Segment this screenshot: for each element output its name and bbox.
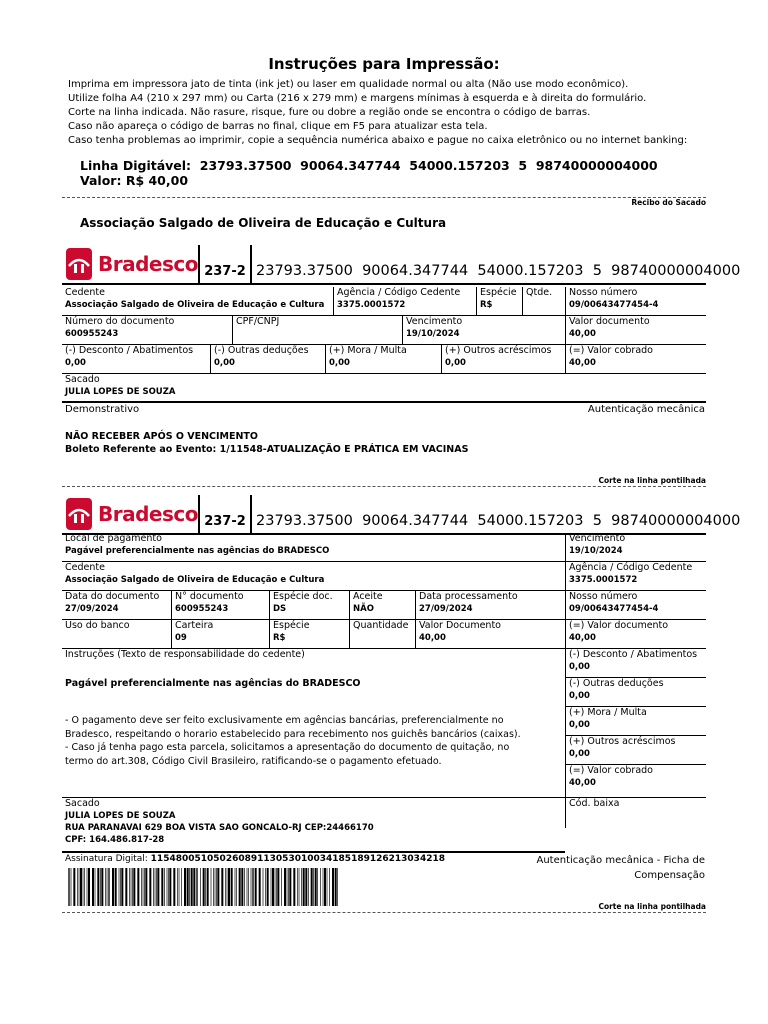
- autenticacao-ficha: Autenticação mecânica - Ficha de Compensação: [536, 855, 705, 881]
- field-mora-multa: (+) Mora / Multa 0,00: [325, 345, 441, 374]
- instruction-line: Utilize folha A4 (210 x 297 mm) ou Carta (216 x 279 mm) e margens mínimas à esquerda e à direita do formulário.: [68, 93, 647, 104]
- barcode-bar: [77, 868, 78, 906]
- instructions-list: [68, 78, 748, 148]
- linha-digitavel-block: [80, 158, 658, 188]
- barcode-bar: [251, 868, 252, 906]
- assinatura-valor: 115480051050260891130530100341851891262130342​18: [150, 854, 445, 864]
- bank-header-ficha: [62, 495, 741, 535]
- barcode-bar: [311, 868, 313, 906]
- assinatura-digital: [65, 854, 445, 864]
- barcode-bar: [133, 868, 135, 906]
- cut-line: [62, 197, 706, 198]
- barcode-bar: [276, 868, 277, 906]
- boleto-referente: Boleto Referente ao Evento: 1/11548-ATUALIZAÇÃO E PRÁTICA EM VACINAS: [65, 444, 469, 455]
- bank-code: 237-2: [198, 495, 252, 535]
- barcode-bar: [169, 868, 171, 906]
- instruction-line: Caso não apareça o código de barras no final, clique em F5 para atualizar esta tela.: [68, 121, 488, 132]
- barcode-bar: [252, 868, 253, 906]
- barcode-bar: [259, 868, 261, 906]
- barcode-bar: [313, 868, 314, 906]
- linha-digitavel-header: 23793.37500 90064.347744 54000.157203 5 98740000004000: [256, 513, 741, 529]
- barcode-bar: [164, 868, 165, 906]
- sacado-nome: JULIA LOPES DE SOUZA: [65, 811, 176, 821]
- field-valor-cobrado: (=) Valor cobrado 40,00: [565, 345, 706, 374]
- field-cod-baixa: Cód. baixa: [565, 798, 706, 828]
- barcode-bar: [73, 868, 75, 906]
- instructions-title: Instruções para Impressão:: [268, 55, 500, 73]
- field-data-processamento: Data processamento 27/09/2024: [415, 591, 565, 620]
- field-numero-documento: N° documento 600955243: [171, 591, 269, 620]
- field-cedente: Cedente Associação Salgado de Oliveira de Educação e Cultura: [62, 287, 333, 316]
- field-local-pagamento: Local de pagamento Pagável preferencialmente nas agências do BRADESCO: [62, 533, 565, 562]
- cut-line: [62, 912, 706, 913]
- barcode-bar: [68, 868, 69, 906]
- barcode-bar: [315, 868, 317, 906]
- field-carteira: Carteira 09: [171, 620, 269, 649]
- barcode-bar: [155, 868, 156, 906]
- field-valor-documento: Valor Documento 40,00: [415, 620, 565, 649]
- field-especie: Espécie R$: [269, 620, 349, 649]
- barcode-bar: [317, 868, 318, 906]
- field-valor-documento: Valor documento 40,00: [565, 316, 706, 345]
- barcode-bar: [244, 868, 245, 906]
- instruction-line: Imprima em impressora jato de tinta (ink jet) ou laser em qualidade normal ou alta (Não use modo econômico).: [68, 79, 629, 90]
- field-sacado: Sacado JULIA LOPES DE SOUZA: [62, 374, 706, 403]
- barcode-bar: [293, 868, 295, 906]
- barcode-bar: [241, 868, 243, 906]
- barcode-bar: [324, 868, 326, 906]
- barcode-bar: [289, 868, 291, 906]
- field-nosso-numero: Nosso número 09/00643477454-4: [565, 287, 706, 316]
- barcode-bar: [216, 868, 217, 906]
- barcode-bar: [115, 868, 117, 906]
- corte-label: Corte na linha pontilhada: [598, 476, 706, 485]
- barcode-bar: [87, 868, 88, 906]
- barcode-bar: [335, 868, 337, 906]
- barcode-bar: [97, 868, 99, 906]
- barcode-bar: [272, 868, 274, 906]
- barcode-bar: [207, 868, 209, 906]
- instruction-line: Corte na linha indicada. Não rasure, risque, fure ou dobre a região onde se encontra o código de barras.: [68, 107, 591, 118]
- barcode-bar: [239, 868, 241, 906]
- instrucao-linha: - Caso já tenha pago esta parcela, solicitamos a apresentação do documento de quitação, no: [65, 742, 510, 753]
- barcode-bar: [265, 868, 266, 906]
- barcode-bar: [213, 868, 214, 906]
- cut-line: [62, 486, 706, 487]
- barcode-bar: [105, 868, 106, 906]
- barcode-bar: [132, 868, 133, 906]
- field-desconto: (-) Desconto / Abatimentos 0,00: [565, 649, 706, 678]
- barcode-bar: [112, 868, 114, 906]
- barcode-bar: [95, 868, 96, 906]
- demonstrativo-label: Demonstrativo: [65, 404, 140, 415]
- barcode-bar: [267, 868, 269, 906]
- barcode-bar: [153, 868, 154, 906]
- barcode-bar: [327, 868, 328, 906]
- barcode-bar: [156, 868, 157, 906]
- barcode-bar: [121, 868, 123, 906]
- barcode-bar: [181, 868, 182, 906]
- barcode-bar: [299, 868, 300, 906]
- bradesco-logo-icon: [66, 498, 92, 530]
- bradesco-logo: [66, 248, 198, 280]
- autenticacao-label: Autenticação mecânica: [587, 404, 705, 415]
- field-sacado: Sacado JULIA LOPES DE SOUZA RUA PARANAVAI 629 BOA VISTA SAO GONCALO-RJ CEP:24466170 CPF: 164.486.817-28: [62, 798, 565, 853]
- field-outros-acrescimos: (+) Outros acréscimos 0,00: [565, 736, 706, 765]
- barcode-bar: [247, 868, 248, 906]
- field-valor-documento-right: (=) Valor documento 40,00: [565, 620, 706, 649]
- sacado-cpf: CPF: 164.486.817-28: [65, 835, 165, 845]
- barcode-bar: [323, 868, 324, 906]
- barcode-bar: [119, 868, 120, 906]
- barcode-bar: [332, 868, 334, 906]
- sacado-endereco: RUA PARANAVAI 629 BOA VISTA SAO GONCALO-RJ CEP:24466170: [65, 823, 374, 833]
- barcode-bar: [228, 868, 230, 906]
- instrucoes-destaque: Pagável preferencialmente nas agências do BRADESCO: [65, 678, 361, 689]
- barcode-bar: [141, 868, 142, 906]
- barcode-bar: [144, 868, 145, 906]
- barcode-bar: [157, 868, 159, 906]
- barcode-bar: [69, 868, 70, 906]
- field-aceite: Aceite NÃO: [349, 591, 415, 620]
- bank-name: Bradesco: [98, 252, 198, 276]
- barcode-bar: [161, 868, 163, 906]
- barcode-bar: [288, 868, 289, 906]
- barcode-bar: [109, 868, 110, 906]
- barcode-bar: [263, 868, 264, 906]
- barcode-bar: [200, 868, 201, 906]
- field-cpf-cnpj: CPF/CNPJ: [232, 316, 402, 345]
- barcode-bar: [196, 868, 197, 906]
- barcode-bar: [71, 868, 72, 906]
- barcode-bar: [143, 868, 144, 906]
- valor-total: Valor: R$ 40,00: [80, 173, 189, 188]
- field-cedente: Cedente Associação Salgado de Oliveira de Educação e Cultura: [62, 562, 565, 591]
- barcode-bar: [107, 868, 108, 906]
- barcode-bar: [187, 868, 189, 906]
- barcode-bar: [221, 868, 223, 906]
- barcode-bar: [301, 868, 302, 906]
- field-vencimento: Vencimento 19/10/2024: [565, 533, 706, 562]
- barcode-bar: [137, 868, 139, 906]
- field-quantidade: Quantidade: [349, 620, 415, 649]
- barcode-bar: [271, 868, 272, 906]
- barcode: [68, 868, 338, 906]
- field-outras-deducoes: (-) Outras deduções 0,00: [565, 678, 706, 707]
- bank-code: 237-2: [198, 245, 252, 285]
- barcode-bar: [337, 868, 338, 906]
- barcode-bar: [277, 868, 279, 906]
- barcode-bar: [255, 868, 257, 906]
- linha-digitavel: Linha Digitável: 23793.37500 90064.347744 54000.157203 5 98740000004000: [80, 158, 658, 173]
- corte-label: Corte na linha pontilhada: [598, 902, 706, 911]
- cedente-title: Associação Salgado de Oliveira de Educação e Cultura: [80, 216, 447, 230]
- barcode-bar: [101, 868, 103, 906]
- field-desconto: (-) Desconto / Abatimentos 0,00: [62, 345, 210, 374]
- barcode-bar: [227, 868, 228, 906]
- barcode-bar: [129, 868, 130, 906]
- bank-header-recibo: [62, 245, 741, 285]
- barcode-bar: [79, 868, 80, 906]
- barcode-bar: [149, 868, 151, 906]
- field-numero-documento: Número do documento 600955243: [62, 316, 232, 345]
- recibo-label: Recibo do Sacado: [631, 198, 706, 207]
- instrucoes-cedente: Instruções (Texto de responsabilidade do cedente) Pagável preferencialmente nas agências do BRADESCO - O pagamento deve ser feito exclusivamente em agências bancárias, preferencialmente no Bradesco, respeitando o horario estabelecido para recebimento nos guichês bancários (caixas). - Caso já tenha pago esta parcela, solicitamos a apresentação do documento de quitação, no termo do art.308, Código Civil Brasileiro, ratificando-se o pagamento efetuado.: [62, 649, 565, 798]
- barcode-bar: [303, 868, 305, 906]
- barcode-bar: [275, 868, 276, 906]
- barcode-bar: [320, 868, 321, 906]
- barcode-bar: [131, 868, 132, 906]
- linha-digitavel-header: 23793.37500 90064.347744 54000.157203 5 98740000004000: [256, 263, 741, 279]
- field-outras-deducoes: (-) Outras deduções 0,00: [210, 345, 325, 374]
- field-agencia: Agência / Código Cedente 3375.0001572: [333, 287, 476, 316]
- instrucao-linha: Bradesco, respeitando o horario estabelecido para recebimento nos guichês bancários (caixas).: [65, 728, 521, 740]
- barcode-bar: [197, 868, 198, 906]
- barcode-bar: [236, 868, 237, 906]
- barcode-bar: [168, 868, 169, 906]
- barcode-bar: [193, 868, 195, 906]
- field-qtde: Qtde.: [522, 287, 565, 316]
- assinatura-label: Assinatura Digital:: [65, 854, 148, 864]
- barcode-bar: [92, 868, 94, 906]
- field-data-documento: Data do documento 27/09/2024: [62, 591, 171, 620]
- barcode-bar: [88, 868, 90, 906]
- barcode-bar: [125, 868, 127, 906]
- bradesco-logo-icon: [66, 248, 92, 280]
- bank-name: Bradesco: [98, 502, 198, 526]
- instrucao-linha: termo do art.308, Código Civil Brasileiro, ratificando-se o pagamento efetuado.: [65, 755, 442, 767]
- bradesco-logo: [66, 498, 198, 530]
- barcode-bar: [177, 868, 178, 906]
- barcode-bar: [184, 868, 186, 906]
- barcode-bar: [173, 868, 175, 906]
- instrucao-linha: - O pagamento deve ser feito exclusivamente em agências bancárias, preferencialmente no: [65, 715, 504, 726]
- barcode-bar: [211, 868, 212, 906]
- field-especie: Espécie R$: [476, 287, 522, 316]
- barcode-bar: [108, 868, 109, 906]
- barcode-bar: [308, 868, 309, 906]
- field-mora-multa: (+) Mora / Multa 0,00: [565, 707, 706, 736]
- barcode-bar: [83, 868, 84, 906]
- barcode-bar: [287, 868, 288, 906]
- field-agencia: Agência / Código Cedente 3375.0001572: [565, 562, 706, 591]
- barcode-bar: [253, 868, 254, 906]
- barcode-bar: [329, 868, 330, 906]
- barcode-bar: [179, 868, 180, 906]
- field-outros-acrescimos: (+) Outros acréscimos 0,00: [441, 345, 565, 374]
- field-especie-doc: Espécie doc. DS: [269, 591, 349, 620]
- barcode-bar: [215, 868, 216, 906]
- field-vencimento: Vencimento 19/10/2024: [402, 316, 565, 345]
- barcode-bar: [145, 868, 147, 906]
- barcode-bar: [100, 868, 101, 906]
- instruction-line: Caso tenha problemas ao imprimir, copie a sequência numérica abaixo e pague no caixa eletrônico ou no internet banking:: [68, 135, 688, 146]
- barcode-bar: [189, 868, 190, 906]
- barcode-bar: [205, 868, 206, 906]
- field-uso-banco: Uso do banco: [62, 620, 171, 649]
- barcode-bar: [225, 868, 226, 906]
- barcode-bar: [281, 868, 282, 906]
- barcode-bar: [167, 868, 168, 906]
- barcode-bar: [84, 868, 85, 906]
- field-nosso-numero: Nosso número 09/00643477454-4: [565, 591, 706, 620]
- barcode-bar: [191, 868, 193, 906]
- barcode-bar: [248, 868, 249, 906]
- barcode-bar: [203, 868, 205, 906]
- barcode-bar: [235, 868, 236, 906]
- field-valor-cobrado: (=) Valor cobrado 40,00: [565, 765, 706, 798]
- barcode-bar: [120, 868, 121, 906]
- barcode-bar: [284, 868, 286, 906]
- barcode-bar: [217, 868, 219, 906]
- barcode-bar: [231, 868, 233, 906]
- barcode-bar: [80, 868, 82, 906]
- aviso-vencimento: NÃO RECEBER APÓS O VENCIMENTO: [65, 431, 258, 442]
- barcode-bar: [297, 868, 298, 906]
- barcode-bar: [305, 868, 307, 906]
